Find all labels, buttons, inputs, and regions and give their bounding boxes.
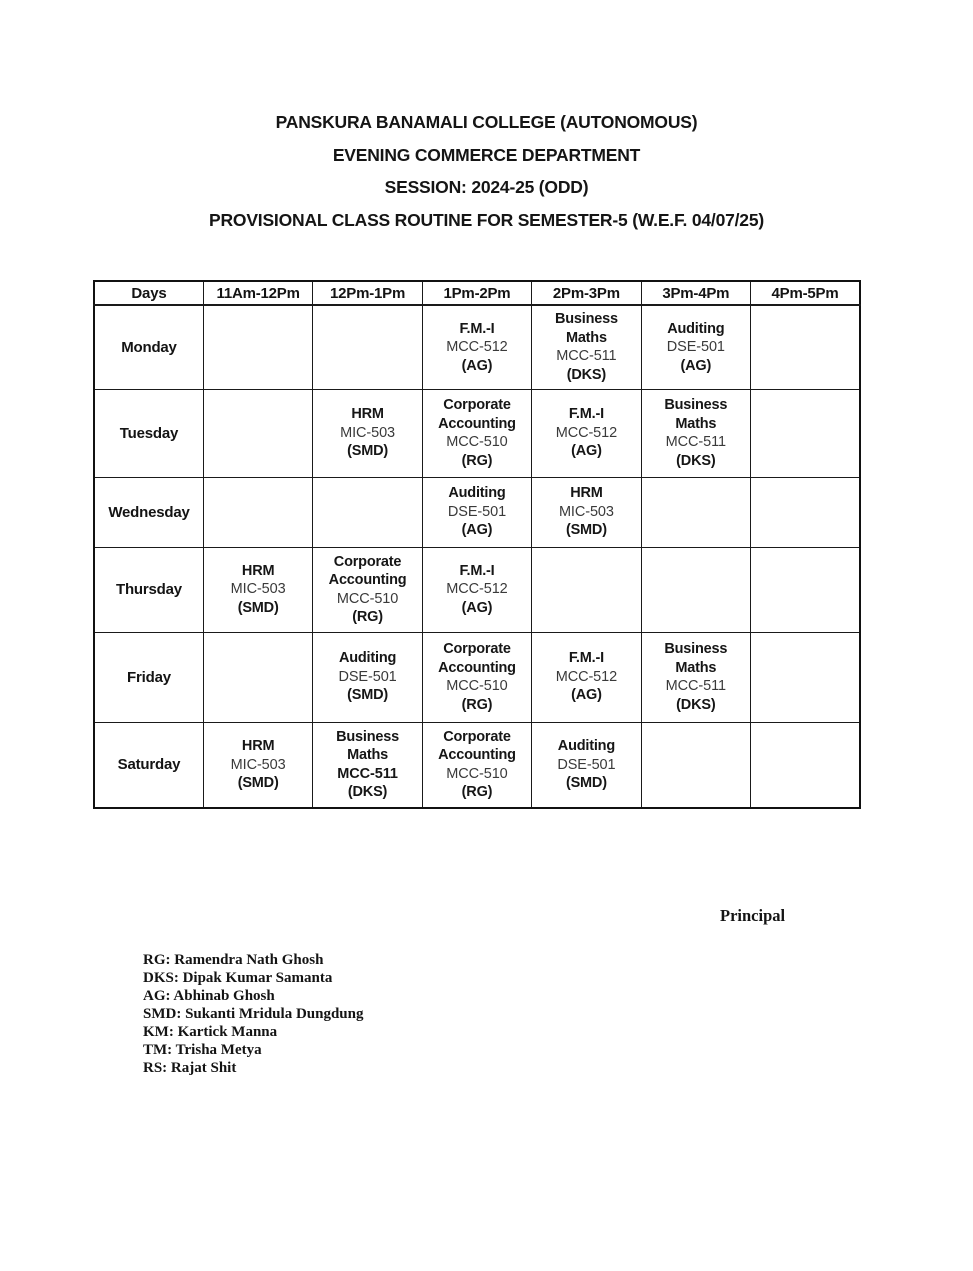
slot-teacher-initials: (RG) (461, 784, 493, 801)
slot-subject: F.M.-I (568, 406, 604, 423)
class-cell (422, 305, 531, 389)
slot-subject: Auditing (667, 320, 725, 337)
slot-subject: Business Maths (554, 311, 618, 346)
slot-teacher-initials: (RG) (352, 609, 383, 625)
class-cell (422, 547, 531, 632)
slot-teacher-initials: (AG) (680, 357, 712, 374)
slot-code: MCC-511 (337, 765, 398, 782)
column-header-2: 12Pm-1Pm (313, 281, 422, 305)
slot-subject: Auditing (448, 485, 506, 502)
college-name: PANSKURA BANAMALI COLLEGE (AUTONOMOUS) (275, 112, 698, 132)
column-header-3: 1Pm-2Pm (422, 281, 531, 305)
slot-code: MIC-503 (230, 756, 286, 773)
slot-teacher-initials: (SMD) (347, 687, 388, 704)
table-row-saturday (94, 722, 860, 808)
slot-subject: Business Maths (336, 728, 399, 764)
empty-cell (751, 389, 860, 477)
slot-teacher-initials: (SMD) (237, 775, 279, 791)
class-cell (532, 632, 641, 722)
routine-table-head (94, 281, 860, 305)
class-cell (422, 389, 531, 477)
slot-code: MCC-512 (446, 581, 508, 598)
slot-teacher-initials: (AG) (461, 522, 493, 539)
legend-item-6: RS: Rajat Shit (143, 1060, 237, 1076)
class-cell (532, 722, 641, 808)
class-cell (313, 632, 422, 722)
day-cell-wednesday: Wednesday (94, 477, 203, 547)
day-cell-monday: Monday (94, 305, 203, 389)
slot-subject: HRM (351, 406, 384, 423)
header-row (94, 281, 860, 305)
legend-item-5: TM: Trisha Metya (143, 1042, 262, 1058)
teacher-legend (143, 951, 364, 1077)
class-cell (422, 722, 531, 808)
routine-table (93, 280, 861, 809)
slot-subject: Business Maths (664, 397, 728, 432)
slot-subject: Auditing (338, 650, 397, 667)
slot-subject: Auditing (557, 738, 615, 754)
empty-cell (751, 547, 860, 632)
slot-code: MCC-512 (555, 424, 618, 441)
slot-teacher-initials: (AG) (461, 599, 493, 616)
class-cell (203, 722, 312, 808)
class-cell (641, 305, 750, 389)
empty-cell (641, 722, 750, 808)
class-cell (422, 477, 531, 547)
table-row-thursday (94, 547, 860, 632)
legend-item-2: AG: Abhinab Ghosh (143, 988, 275, 1004)
slot-code: MIC-503 (340, 424, 395, 441)
class-cell (532, 389, 641, 477)
slot-teacher-initials: (DKS) (676, 696, 716, 713)
empty-cell (641, 477, 750, 547)
slot-code: MCC-510 (446, 678, 508, 694)
day-cell-saturday: Saturday (94, 722, 203, 808)
slot-subject: HRM (241, 562, 275, 579)
day-cell-tuesday: Tuesday (94, 389, 203, 477)
slot-subject: Corporate Accounting (438, 641, 516, 676)
slot-teacher-initials: (AG) (461, 357, 493, 374)
empty-cell (203, 305, 312, 389)
slot-teacher-initials: (AG) (571, 687, 602, 704)
legend-item-1: DKS: Dipak Kumar Samanta (143, 970, 333, 986)
slot-code: DSE-501 (447, 503, 507, 520)
class-cell (641, 632, 750, 722)
empty-cell (203, 477, 312, 547)
slot-teacher-initials: (DKS) (566, 366, 607, 383)
empty-cell (203, 632, 312, 722)
slot-teacher-initials: (AG) (571, 443, 602, 460)
table-row-tuesday (94, 389, 860, 477)
slot-subject: HRM (570, 485, 603, 502)
slot-code: MCC-510 (446, 765, 508, 782)
empty-cell (203, 389, 312, 477)
empty-cell (532, 547, 641, 632)
department-name: EVENING COMMERCE DEPARTMENT (332, 144, 641, 165)
class-cell (422, 632, 531, 722)
slot-teacher-initials: (SMD) (565, 522, 607, 539)
empty-cell (641, 547, 750, 632)
slot-teacher-initials: (SMD) (565, 775, 607, 791)
class-cell (532, 305, 641, 389)
slot-subject: Corporate Accounting (438, 728, 516, 764)
empty-cell (751, 477, 860, 547)
slot-code: MCC-510 (446, 434, 508, 450)
slot-code: MCC-512 (555, 668, 618, 685)
legend-item-3: SMD: Sukanti Mridula Dungdung (143, 1006, 364, 1022)
empty-cell (751, 722, 860, 808)
slot-code: MCC-512 (446, 339, 508, 355)
document-title (0, 106, 973, 236)
slot-subject: Corporate Accounting (328, 553, 407, 588)
table-row-wednesday (94, 477, 860, 547)
slot-teacher-initials: (SMD) (347, 443, 388, 460)
slot-code: DSE-501 (666, 339, 725, 355)
slot-subject: Business Maths (664, 641, 728, 676)
column-header-0: Days (94, 281, 203, 305)
empty-cell (313, 305, 422, 389)
empty-cell (313, 477, 422, 547)
empty-cell (751, 305, 860, 389)
slot-subject: F.M.-I (568, 650, 604, 667)
routine-line: PROVISIONAL CLASS ROUTINE FOR SEMESTER-5 (W.E.F. 04/07/25) (209, 209, 764, 230)
slot-code: MIC-503 (558, 503, 614, 520)
slot-code: DSE-501 (338, 668, 397, 685)
class-cell (313, 389, 422, 477)
class-cell (203, 547, 312, 632)
slot-subject: F.M.-I (459, 320, 495, 337)
class-cell (532, 477, 641, 547)
slot-teacher-initials: (RG) (461, 696, 493, 713)
class-cell (641, 389, 750, 477)
class-cell (313, 547, 422, 632)
slot-subject: F.M.-I (459, 562, 495, 579)
column-header-6: 4Pm-5Pm (751, 281, 860, 305)
class-cell (313, 722, 422, 808)
slot-code: MCC-511 (556, 348, 617, 365)
slot-subject: HRM (241, 738, 275, 754)
day-cell-friday: Friday (94, 632, 203, 722)
table-row-monday (94, 305, 860, 389)
day-cell-thursday: Thursday (94, 547, 203, 632)
column-header-4: 2Pm-3Pm (532, 281, 641, 305)
column-header-1: 11Am-12Pm (203, 281, 312, 305)
slot-code: MCC-511 (665, 678, 726, 694)
empty-cell (751, 632, 860, 722)
routine-table-body (94, 305, 860, 808)
slot-code: MIC-503 (230, 581, 286, 598)
slot-teacher-initials: (RG) (461, 452, 493, 469)
slot-code: MCC-511 (665, 434, 726, 450)
slot-subject: Corporate Accounting (438, 397, 516, 432)
column-header-5: 3Pm-4Pm (641, 281, 750, 305)
slot-code: DSE-501 (557, 756, 616, 773)
slot-teacher-initials: (DKS) (676, 452, 716, 469)
principal-signature: Principal (720, 906, 786, 925)
table-row-friday (94, 632, 860, 722)
slot-teacher-initials: (SMD) (237, 599, 279, 616)
slot-teacher-initials: (DKS) (347, 784, 388, 801)
slot-code: MCC-510 (336, 590, 399, 607)
session-line: SESSION: 2024-25 (ODD) (384, 177, 589, 197)
legend-item-4: KM: Kartick Manna (143, 1024, 278, 1040)
legend-item-0: RG: Ramendra Nath Ghosh (143, 952, 324, 968)
